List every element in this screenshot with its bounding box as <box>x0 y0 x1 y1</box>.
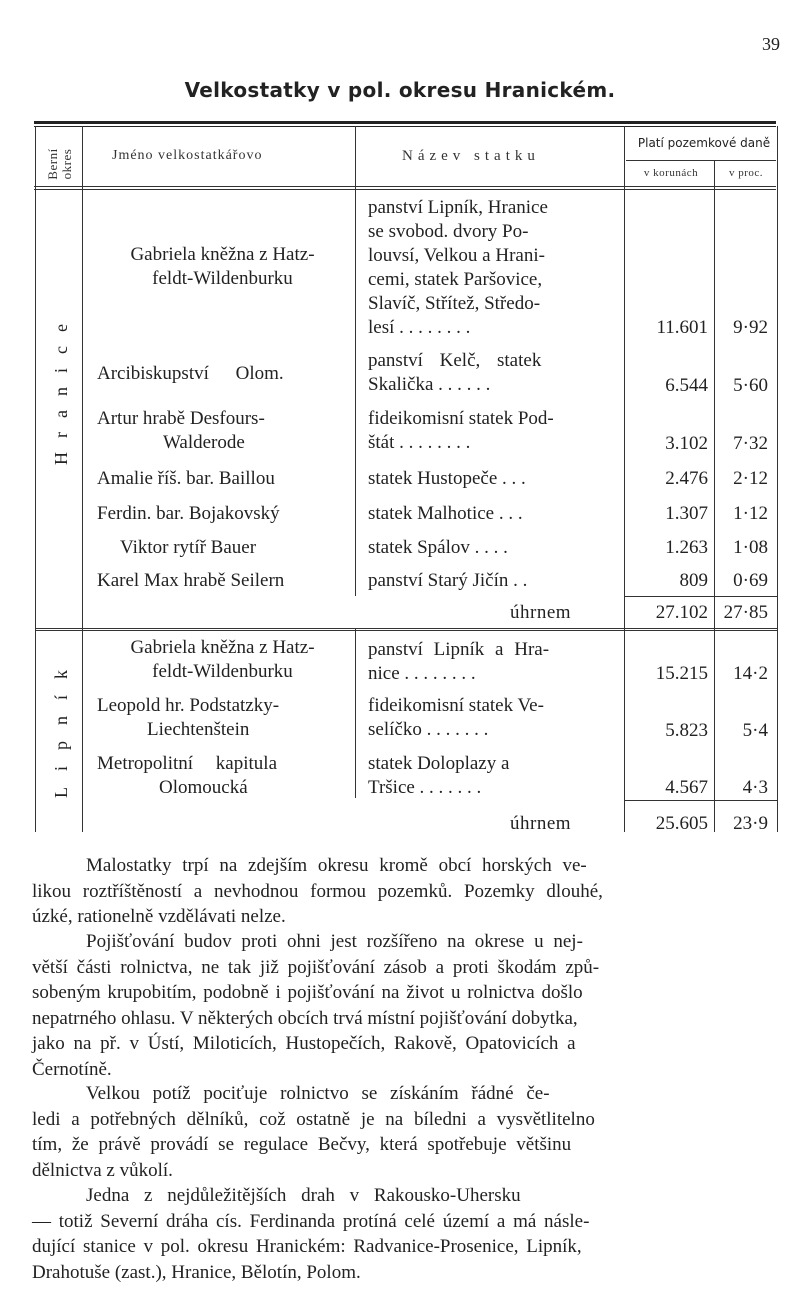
paragraph-line: úzké, rationelně vzdělávati nelze. <box>32 906 286 928</box>
owner-cell: Viktor rytíř Bauer <box>120 537 257 558</box>
header-tax-divider <box>626 160 776 161</box>
paragraph-celed <box>32 1081 772 1183</box>
estate-cell <box>368 638 549 686</box>
paragraph-line: dělnictva z vůkolí. <box>32 1159 173 1181</box>
tax-procent: 2·12 <box>733 468 768 489</box>
header-estate: Název statku <box>402 148 540 164</box>
table-top-rule-thin <box>34 126 776 127</box>
col-line-left <box>35 126 36 832</box>
estate-cell: panství Starý Jičín . . <box>368 570 528 591</box>
paragraph-line: likou roztříštěností a nevhodnou formou pozemků. Pozemky dlouhé, <box>32 880 603 902</box>
page-title: Velkostatky v pol. okresu Hranickém. <box>184 78 616 102</box>
district-hranice <box>48 310 71 465</box>
estate-line: statek Doloplazy a <box>368 753 510 774</box>
header-district-label: Berní okres <box>45 148 74 180</box>
paragraph-line: jako na př. v Ústí, Miloticích, Hustopečích, Rakově, Opatovicích a <box>32 1033 576 1055</box>
owner-cell <box>97 407 347 455</box>
tax-procent: 1·12 <box>733 503 768 524</box>
estate-line: fideikomisní statek Pod- <box>368 408 554 429</box>
district-lipnik <box>48 654 71 798</box>
estate-line: Slavíč, Střítež, Středo- <box>368 293 541 314</box>
header-owner: Jméno velkostatkářovo <box>112 148 263 163</box>
tax-koruny: 11.601 <box>656 317 708 338</box>
estate-cell: statek Spálov . . . . <box>368 537 508 558</box>
owner-cell <box>95 243 350 291</box>
paragraph-line: Velkou potíž pociťuje rolnictvo se získáním řádné če- <box>86 1083 550 1104</box>
paragraph-draha <box>32 1183 772 1285</box>
owner-line: Olomoucká <box>159 777 248 798</box>
paragraph-line: Černotíně. <box>32 1058 112 1080</box>
col-line-owner <box>355 126 356 596</box>
owner-line: Metropolitní kapitula <box>97 753 278 774</box>
estate-line: panství Lipník, Hranice <box>368 197 548 218</box>
paragraph-line: Drahotuše (zast.), Hranice, Bělotín, Polom. <box>32 1261 361 1283</box>
tax-koruny: 809 <box>679 570 708 591</box>
owner-cell <box>97 752 347 800</box>
col-line-right <box>777 126 778 832</box>
paragraph-line: dující stanice v pol. okresu Hranickém: Radvanice-Prosenice, Lipník, <box>32 1236 582 1258</box>
tax-koruny: 5.823 <box>665 720 708 741</box>
hranice-total-koruny: 27.102 <box>655 602 708 623</box>
estate-line: cemi, statek Paršovice, <box>368 269 543 290</box>
lipnik-total-koruny: 25.605 <box>655 813 708 834</box>
owner-cell: Karel Max hrabě Seilern <box>97 570 285 591</box>
tax-procent: 5·60 <box>733 375 768 396</box>
paragraph-line: Jedna z nejdůležitějších drah v Rakousko-Uhersku <box>86 1185 521 1206</box>
lipnik-total-procent: 23·9 <box>733 813 768 834</box>
owner-line: Artur hrabě Desfours- <box>97 408 265 429</box>
tax-koruny: 6.544 <box>665 375 708 396</box>
estate-line: panství Lipník a Hra- <box>368 639 550 660</box>
owner-cell: Amalie říš. bar. Baillou <box>97 468 275 489</box>
header-bottom-rule-2 <box>34 189 776 190</box>
paragraph-line: větší části rolnictva, ne tak již pojišťování zásob a proti škodám způ- <box>32 956 600 978</box>
tax-procent: 9·92 <box>733 317 768 338</box>
owner-cell <box>97 694 347 742</box>
paragraph-line: nepatrného ohlasu. V některých obcích trvá místní pojišťování dobytka, <box>32 1007 578 1029</box>
owner-cell <box>97 362 337 386</box>
col-line-tax <box>714 160 715 832</box>
col-line-owner-2 <box>355 628 356 798</box>
owner-cell: Ferdin. bar. Bojakovský <box>97 503 280 524</box>
owner-line: Walderode <box>163 432 245 453</box>
tax-procent: 14·2 <box>733 663 768 684</box>
owner-line: feldt-Wildenburku <box>152 661 293 682</box>
estate-line: lesí . . . . . . . . <box>368 317 471 338</box>
lipnik-total-label: úhrnem <box>510 813 572 834</box>
owner-line: Arcibiskupství Olom. <box>97 363 284 384</box>
paragraph-malostatky <box>32 853 772 930</box>
estate-line: nice . . . . . . . . <box>368 663 476 684</box>
header-tax-koruny: v korunách <box>643 167 699 179</box>
header-tax-procent: v proc. <box>728 167 764 179</box>
paragraph-line: sobeným krupobitím, podobně i pojišťování na život u rolnictva došlo <box>32 982 583 1004</box>
tax-koruny: 4.567 <box>665 777 708 798</box>
paragraph-line: Malostatky trpí na zdejším okresu kromě obcí horských ve- <box>86 855 587 876</box>
estate-cell <box>368 349 541 397</box>
estate-cell <box>368 752 509 800</box>
estate-line: panství Kelč, statek <box>368 350 542 371</box>
district-lipnik-label: Lipník <box>51 654 71 798</box>
tax-koruny: 1.263 <box>665 537 708 558</box>
paragraph-line: — totiž Severní dráha cís. Ferdinanda protíná celé území a má násle- <box>32 1210 590 1232</box>
estate-cell: statek Hustopeče . . . <box>368 468 526 489</box>
owner-line: feldt-Wildenburku <box>152 268 293 289</box>
header-bottom-rule <box>34 186 776 187</box>
tax-koruny: 15.215 <box>655 663 708 684</box>
tax-procent: 5·4 <box>742 720 768 741</box>
owner-line: Gabriela kněžna z Hatz- <box>130 244 315 265</box>
owner-line: Liechtenštein <box>147 719 250 740</box>
col-line-district <box>82 126 83 832</box>
estate-line: louvsí, Velkou a Hrani- <box>368 245 545 266</box>
estate-line: Tršice . . . . . . . <box>368 777 482 798</box>
paragraph-pojistovani <box>32 929 772 1083</box>
paragraph-line: Pojišťování budov proti ohni jest rozšířeno na okrese u nej- <box>86 931 583 952</box>
table-top-rule <box>34 121 776 124</box>
hranice-subtotal-rule <box>624 596 777 597</box>
tax-procent: 1·08 <box>733 537 768 558</box>
estate-cell <box>368 694 544 742</box>
tax-procent: 0·69 <box>733 570 768 591</box>
header-tax: Platí pozemkové daně <box>637 136 771 150</box>
header-district <box>46 134 74 194</box>
tax-koruny: 3.102 <box>665 433 708 454</box>
estate-line: selíčko . . . . . . . <box>368 719 489 740</box>
owner-cell <box>95 636 350 684</box>
tax-koruny: 2.476 <box>665 468 708 489</box>
owner-line: Leopold hr. Podstatzky- <box>97 695 280 716</box>
estate-cell <box>368 407 554 455</box>
estate-line: fideikomisní statek Ve- <box>368 695 544 716</box>
paragraph-line: ledi a potřebných dělníků, což ostatně je na bíledni a vysvětlitelno <box>32 1108 595 1130</box>
hranice-total-label: úhrnem <box>510 602 572 623</box>
district-separator-2 <box>35 630 777 631</box>
hranice-total-procent: 27·85 <box>723 602 768 623</box>
estate-cell <box>368 196 548 340</box>
estate-cell: statek Malhotice . . . <box>368 503 523 524</box>
estate-line: Skalička . . . . . . <box>368 374 491 395</box>
tax-koruny: 1.307 <box>665 503 708 524</box>
lipnik-subtotal-rule <box>624 800 777 801</box>
paragraph-line: tím, že právě provádí se regulace Bečvy, která spotřebuje většinu <box>32 1134 572 1156</box>
district-separator <box>35 628 777 629</box>
owner-line: Gabriela kněžna z Hatz- <box>130 637 315 658</box>
estate-line: štát . . . . . . . . <box>368 432 471 453</box>
col-line-estate <box>624 126 625 832</box>
estate-line: se svobod. dvory Po- <box>368 221 529 242</box>
district-hranice-label: Hranice <box>51 310 71 465</box>
tax-procent: 4·3 <box>742 777 768 798</box>
page-number: 39 <box>762 34 780 54</box>
tax-procent: 7·32 <box>733 433 768 454</box>
